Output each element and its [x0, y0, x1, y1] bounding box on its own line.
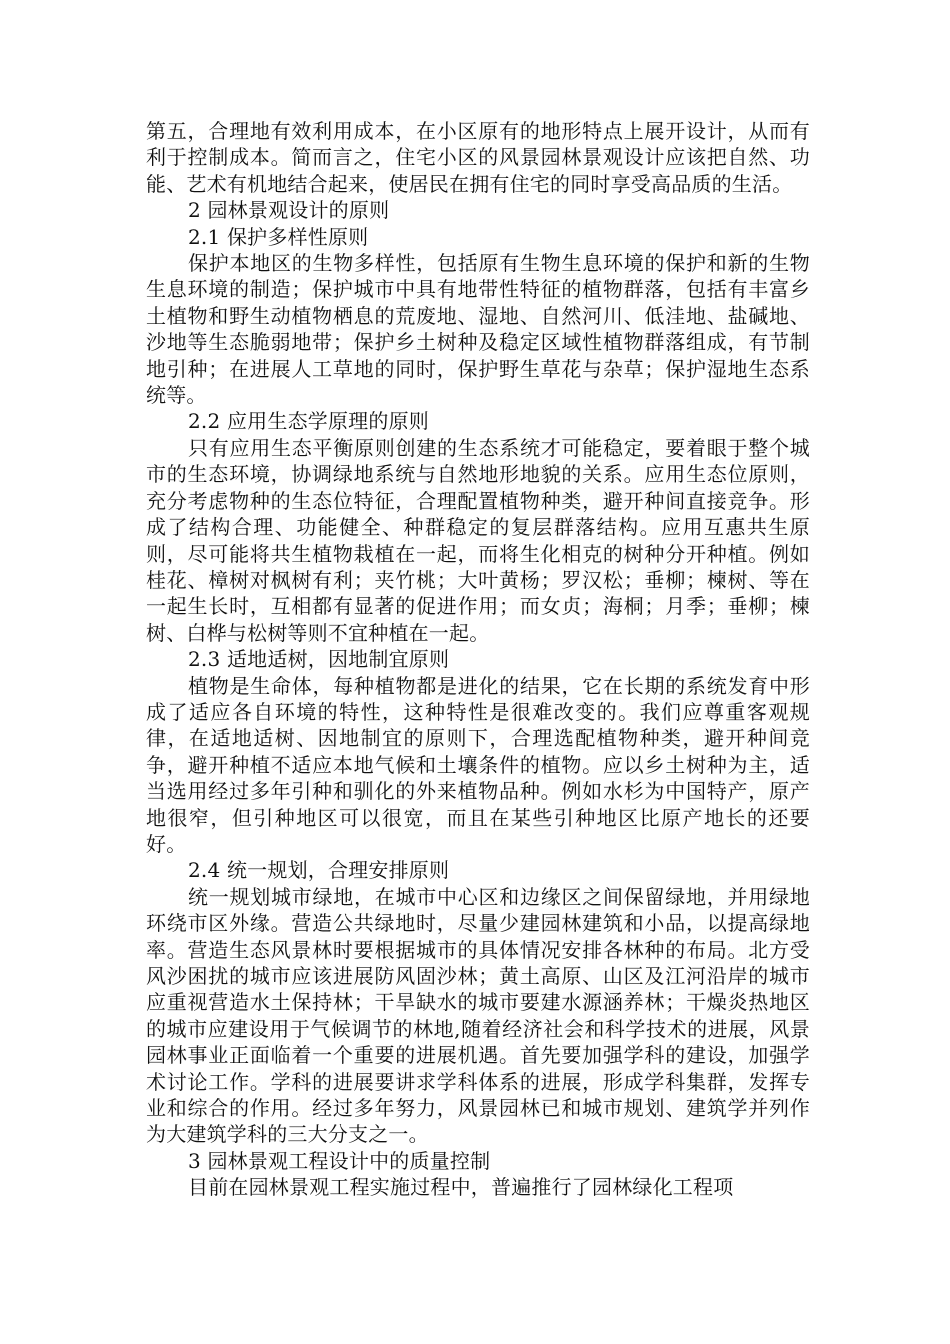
heading-section-2-1: 2.1 保护多样性原则 [188, 224, 369, 249]
heading-section-2-3: 2.3 适地适树，因地制宜原则 [188, 647, 450, 672]
paragraph-quality-control: 目前在园林景观工程实施过程中，普遍推行了园林绿化工程项 [188, 1175, 734, 1200]
paragraph-unified-planning: 统一规划城市绿地，在城市中心区和边缘区之间保留绿地，并用绿地环绕市区外缘。营造公共绿地时，尽量少建园林建筑和小品，以提高绿地率。营造生态风景林时要根据城市的具体情况安排各林种的布局。北方受风沙困扰的城市应该进展防风固沙林；黄土高原、山区及江河沿岸的城市应重视营造水土保持林；干旱缺水的城市要建水源涵养林；干燥炎热地区的城市应建设用于气候调节的林地,随着经济社会和科学技术的进展，风景园林事业正面临着一个重要的进展机遇。首先要加强学科的建设，加强学术讨论工作。学科的进展要讲求学科体系的进展，形成学科集群，发挥专业和综合的作用。经过多年努力，风景园林已和城市规划、建筑学并列作为大建筑学科的三大分支之一。 [146, 884, 810, 1147]
heading-section-2: 2 园林景观设计的原则 [188, 198, 390, 223]
document-page [146, 118, 810, 1201]
heading-section-2-4: 2.4 统一规划，合理安排原则 [188, 858, 450, 883]
heading-section-2-2: 2.2 应用生态学原理的原则 [188, 409, 429, 434]
paragraph-cost-control: 第五，合理地有效利用成本，在小区原有的地形特点上展开设计，从而有利于控制成本。简而言之，住宅小区的风景园林景观设计应该把自然、功能、艺术有机地结合起来，使居民在拥有住宅的同时享受高品质的生活。 [146, 119, 810, 196]
heading-section-3: 3 园林景观工程设计中的质量控制 [188, 1148, 491, 1173]
paragraph-site-suitable-trees: 植物是生命体，每种植物都是进化的结果，它在长期的系统发育中形成了适应各自环境的特性，这种特性是很难改变的。我们应尊重客观规律，在适地适树、因地制宜的原则下，合理选配植物种类，避开种间竞争，避开种植不适应本地气候和土壤条件的植物。应以乡土树种为主，适当选用经过多年引种和驯化的外来植物品种。例如水杉为中国特产，原产地很窄，但引种地区可以很宽，而且在某些引种地区比原产地长的还要好。 [146, 673, 810, 856]
paragraph-biodiversity: 保护本地区的生物多样性，包括原有生物生息环境的保护和新的生物生息环境的制造；保护城市中具有地带性特征的植物群落，包括有丰富乡土植物和野生动植物栖息的荒废地、湿地、自然河川、低洼地、盐碱地、沙地等生态脆弱地带；保护乡土树种及稳定区域性植物群落组成，有节制地引种；在进展人工草地的同时，保护野生草花与杂草；保护湿地生态系统等。 [146, 251, 810, 408]
paragraph-ecology: 只有应用生态平衡原则创建的生态系统才可能稳定，要着眼于整个城市的生态环境，协调绿地系统与自然地形地貌的关系。应用生态位原则，充分考虑物种的生态位特征，合理配置植物种类，避开种间直接竞争。形成了结构合理、功能健全、种群稳定的复层群落结构。应用互惠共生原则，尽可能将共生植物栽植在一起，而将生化相克的树种分开种植。例如桂花、樟树对枫树有利；夹竹桃；大叶黄杨；罗汉松；垂柳；楝树、等在一起生长时，互相都有显著的促进作用；而女贞；海桐；月季；垂柳；楝树、白桦与松树等则不宜种植在一起。 [146, 435, 810, 645]
